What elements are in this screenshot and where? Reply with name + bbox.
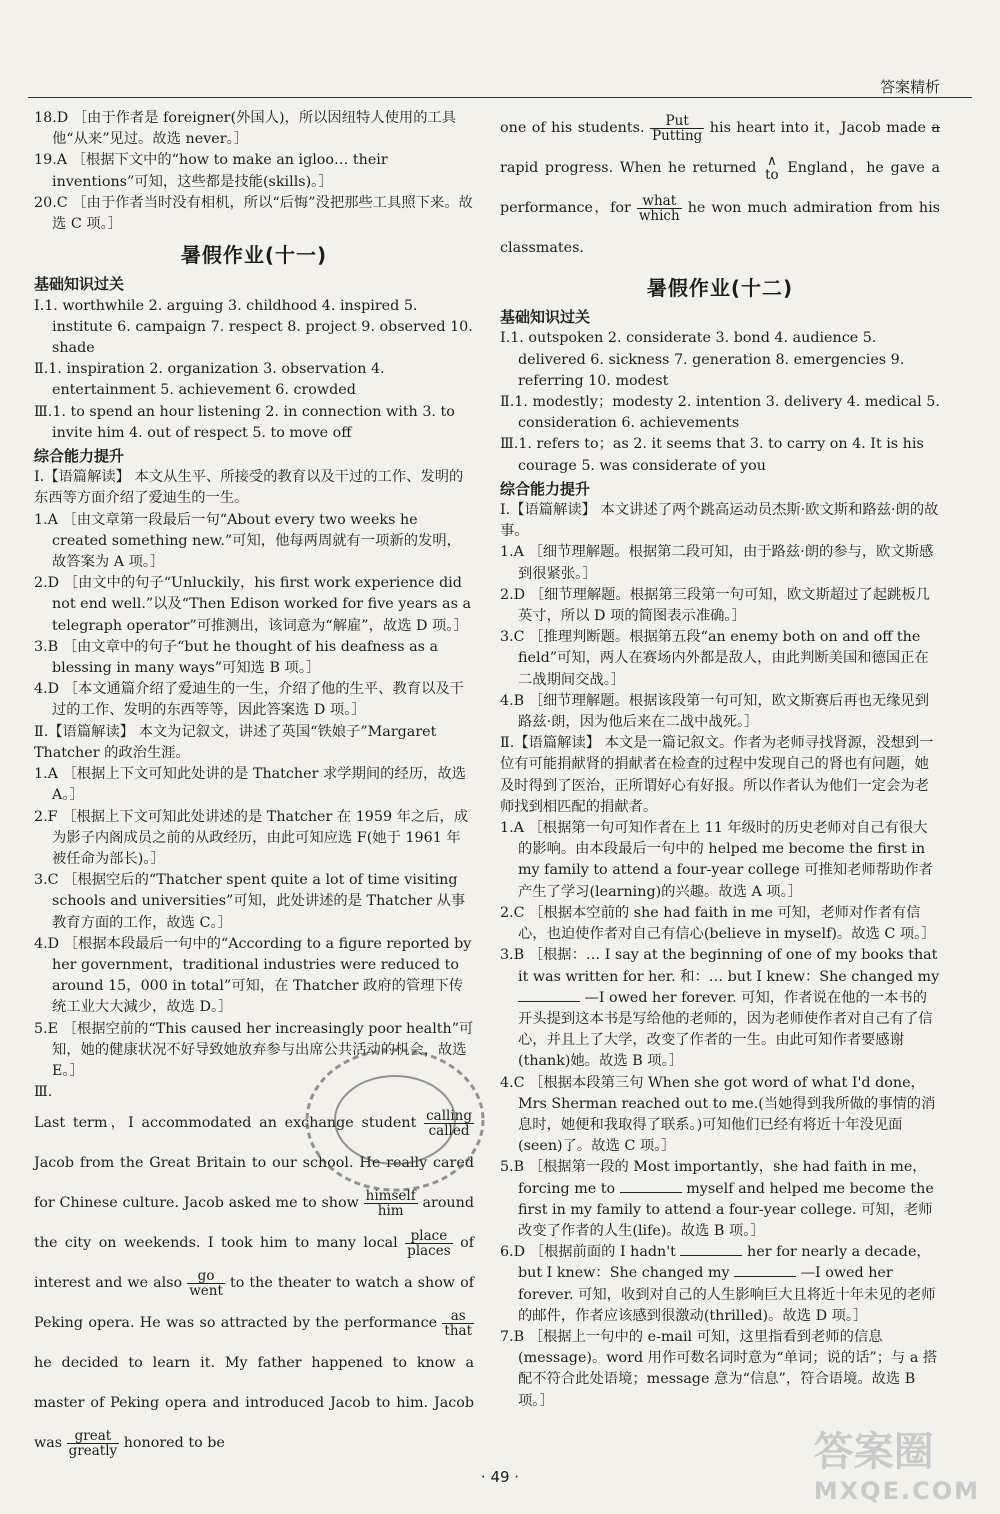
answer-text: 3.B ［根据：… I say at the beginning of one of my books that it was written for her. 和：… but I knew：She changed my: [500, 947, 940, 985]
essay-text: to the theater to watch a show of Peking opera. He was so attracted by the performance: [34, 1275, 475, 1332]
r2-answer-5: [500, 1157, 940, 1242]
essay-text: of interest and we also: [34, 1235, 475, 1292]
basic-1: Ⅰ.1. worthwhile 2. arguing 3. childhood 4. inspired 5. institute 6. campaign 7. respect 8. project 9. observed 10. shade: [34, 297, 473, 357]
correction-wrong: great: [67, 1429, 120, 1444]
essay-text: England，he gave a performance，for: [500, 160, 941, 216]
answer-text: myself and helped me become the first in my family to attend a four-year college. 可知，老师改变了作者的人生(life)。故选 B 项。］: [518, 1180, 934, 1239]
essay-text: he won much admiration from his classmates.: [500, 200, 941, 256]
answer-text: 5.B ［根据第一段的 Most importantly，she had faith in me，forcing me to: [500, 1159, 927, 1197]
reading-1-intro: Ⅰ.【语篇解读】 本文讲述了两个跳高运动员杰斯·欧文斯和路兹·朗的故事。: [500, 502, 939, 540]
insert-caret: ∧: [766, 153, 777, 169]
answer-text: 6.D ［根据前面的 I hadn't: [500, 1244, 676, 1261]
correction-wrong: as: [442, 1309, 474, 1324]
r1-answer-3: 3.B ［由文章中的句子“but he thought of his deafness as a blessing in many ways”可知选 B 项。］: [34, 638, 439, 677]
essay-correction-cont: [500, 108, 940, 268]
r2-answer-3: [500, 945, 940, 1072]
r1-answer-1: 1.A ［由文章第一段最后一句“About every two weeks he created something new.”可知，他每两周就有一项新的发明，故答案为 A 项。］: [34, 511, 461, 571]
r2-answer-4: 4.D ［根据本段最后一句中的“According to a figure reported by her government，traditional industries were reduced to around 15，000 in total”可知，在 Thatcher 政府的管理下传统工业大大減少，故选 D。］: [34, 935, 472, 1016]
correction-right: places: [407, 1242, 451, 1259]
basic-title: 基础知识过关: [500, 308, 591, 327]
answer-text: her for nearly a decade，but I knew：She changed my: [518, 1244, 931, 1282]
basic-3: Ⅲ.1. refers to；as 2. it seems that 3. to carry on 4. It is his courage 5. was considerate of you: [500, 436, 924, 474]
r1-answer-3: 3.C ［推理判断题。根据第五段“an enemy both on and off the field”可知，两人在赛场内外都是敌人，由此判断美国和德国正在二战期间交战。］: [500, 629, 929, 688]
r2-answer-5: 5.E ［根据空前的“This caused her increasingly poor health”可知，她的健康状况不好导致她放弃参与出席公共活动的机会，故选 E。］: [34, 1020, 474, 1079]
correction-mark: [187, 1269, 225, 1298]
correction-wrong: Put: [650, 114, 704, 129]
r1-answer-1: 1.A ［细节理解题。根据第二段可知，由于路兹·朗的参与，欧文斯感到很紧张。］: [500, 544, 934, 582]
correction-mark: [650, 114, 704, 143]
correction-right: greatly: [68, 1442, 118, 1459]
basic-1: Ⅰ.1. outspoken 2. considerate 3. bond 4. audience 5. delivered 6. sickness 7. generation 8. emergencies 9. referring 10. modest: [500, 330, 905, 389]
answer-text: —I owed her forever. 可知，作者说在他的一本书的开头提到这本书是写给他的老师的，因为老师使作者对自己有了信心，并且上了大学，改变了作者的一生。由此可知作者要感谢(thank)她。故选 B 项。］: [518, 989, 933, 1070]
r1-answer-2: 2.D ［细节理解题。根据第三段第一句可知，欧文斯超过了起跳板几英寸，所以 D 项的简图表示准确。］: [500, 586, 930, 625]
watermark-text: 答案圈: [813, 1429, 934, 1475]
correction-right: to: [765, 167, 779, 183]
correction-wrong: what: [637, 194, 682, 209]
blank-line: [518, 1001, 580, 1002]
essay-text: one of his students.: [500, 120, 645, 136]
left-column: [34, 108, 474, 1463]
header-title: 答案精析: [879, 78, 940, 96]
essay-label: Ⅲ.: [34, 1084, 53, 1101]
essay-text: honored to be: [123, 1435, 225, 1452]
answer-20: 20.C ［由于作者当时没有相机，所以“后悔”没把那些工具照下来。故选 C 项。］: [34, 194, 473, 233]
basic-title: 基础知识过关: [34, 275, 125, 294]
essay-text: around the city on weekends. I took him to many local: [34, 1195, 475, 1252]
header-rule: [28, 97, 972, 98]
essay-text: he decided to learn it. My father happened to know a master of Peking opera and introduced Jacob to him. Jacob was: [34, 1355, 474, 1452]
blank-line: [620, 1192, 682, 1193]
correction-wrong: calling: [426, 1107, 472, 1124]
r1-answer-4: 4.B ［细节理解题。根据该段第一句可知，欧文斯赛后再也无缘见到路兹·朗，因为他后来在二战中战死。］: [500, 692, 930, 731]
r2-answer-2: 2.C ［根据本空前的 she had faith in me 可知，老师对作者有信心，也迫使作者对自己有信心(believe in myself)。故选 C 项。］: [500, 904, 936, 943]
r2-answer-2: 2.F ［根据上下文可知此处讲述的是 Thatcher 在 1959 年之后，成为影子内阁成员之前的从政经历，由此可知应选 F(她于 1961 年被任命为部长)。］: [34, 808, 469, 867]
basic-3: Ⅲ.1. to spend an hour listening 2. in connection with 3. to invite him 4. out of respect 5. to move off: [34, 403, 455, 441]
essay-text: his heart into it，Jacob made: [709, 120, 926, 136]
essay-text: Jacob from the Great Britain to our school. He really cared for Chinese culture. Jacob asked me to show: [34, 1155, 474, 1212]
correction-mark: [763, 154, 781, 182]
ability-title: 综合能力提升: [500, 479, 591, 498]
watermark-logo: [814, 1420, 980, 1505]
correction-mark: [67, 1429, 120, 1458]
correction-right: that: [444, 1322, 472, 1339]
essay-text: Last term，I accommodated an exchange student: [34, 1115, 417, 1132]
correction-wrong: himself: [365, 1187, 416, 1204]
r2-answer-4: 4.C ［根据本段第三句 When she got word of what I'd done，Mrs Sherman reached out to me.(当她得到我所做的事情的消息时，她便和我取得了联系。)可知他们已经有将近十年没见面(seen)了。故选 C 项。］: [500, 1074, 936, 1155]
section-title-12: 暑假作业(十二): [646, 276, 794, 300]
answer-19: 19.A ［根据下文中的“how to make an igloo… their inventions”可知，这些都是技能(skills)。］: [34, 152, 388, 190]
correction-mark: [637, 194, 682, 223]
r2-answer-1: 1.A ［根据上下文可知此处讲的是 Thatcher 求学期间的经历，故选 A。］: [34, 766, 466, 804]
ability-title: 综合能力提升: [34, 447, 125, 466]
reading-2-intro: Ⅱ.【语篇解读】 本文是一篇记叙文。作者为老师寻找肾源，没想到一位有可能捐献肾的捐献者在检查的过程中发现自己的肾也有问题，她及时得到了医治，正所谓好心有好报。所以作者认为他们一定会为老师找到相匹配的捐献者。: [500, 735, 934, 815]
correction-right: Putting: [652, 127, 703, 144]
essay-text: rapid progress. When he returned: [500, 160, 757, 176]
r2-answer-6: [500, 1242, 940, 1327]
section-title-11: 暑假作业(十一): [180, 243, 328, 268]
correction-mark: [442, 1309, 474, 1338]
correction-right: him: [377, 1202, 404, 1219]
answer-18: 18.D ［由于作者是 foreigner(外国人)，所以因纽特人使用的工具他“从来”见过。故选 never。］: [34, 110, 457, 148]
answer-text: —I owed her forever. 可知，收到对自己的人生影响巨大且将近十年未见的老师的邮件，作者应该感到很激动(thrilled)。故选 D 项。］: [518, 1265, 936, 1324]
reading-2-intro: Ⅱ.【语篇解读】 本文为记叙文，讲述了英国“铁娘子”Margaret Thatcher 的政治生涯。: [34, 723, 437, 761]
r2-answer-7: 7.B ［根据上一句中的 e-mail 可知，这里指看到老师的信息(message)。word 用作可数名词时意为“单词；说的话”；与 a 搭配不符合此处语境；message 意为“信息”，符合语境。故选 B 项。］: [500, 1328, 938, 1409]
correction-wrong: place: [405, 1229, 453, 1244]
blank-line: [680, 1255, 742, 1256]
correction-right: which: [638, 207, 680, 224]
page-number: · 49 ·: [480, 1468, 520, 1486]
correction-mark: [405, 1229, 453, 1258]
watermark-url: MXQE.COM: [813, 1477, 980, 1505]
right-column: [500, 108, 940, 1412]
basic-2: Ⅱ.1. inspiration 2. organization 3. observation 4. entertainment 5. achievement 6. crowded: [34, 361, 385, 399]
correction-right: called: [428, 1122, 470, 1139]
r1-answer-2: 2.D ［由文中的句子“Unluckily，his first work experience did not end well.”以及“Then Edison worked for five years as a telegraph operator”可推测出，该词意为“解雇”，故选 D 项。］: [34, 575, 471, 634]
deleted-word: a: [931, 120, 941, 136]
blank-line: [734, 1276, 796, 1277]
correction-wrong: go: [187, 1269, 225, 1284]
r2-answer-1: 1.A ［根据第一句可知作者在上 11 年级时的历史老师对自己有很大的影响。由本段最后一句中的 helped me become the first in my family to attend a four-year college 可推知老师帮助作者产生了学习(learning)的兴趣。故选 A 项。］: [500, 820, 933, 900]
reading-1-intro: Ⅰ.【语篇解读】 本文从生平、所接受的教育以及干过的工作、发明的东西等方面介绍了爱迪生的一生。: [34, 469, 464, 507]
stamp-image: [300, 1040, 490, 1200]
basic-2: Ⅱ.1. modestly；modesty 2. intention 3. delivery 4. medical 5. consideration 6. achievements: [500, 394, 940, 432]
correction-right: went: [189, 1282, 223, 1299]
r2-answer-3: 3.C ［根据空后的“Thatcher spent quite a lot of time visiting schools and universities”可知，此处讲述的是 Thatcher 从事教育方面的工作，故选 C。］: [34, 872, 466, 931]
r1-answer-4: 4.D ［本文通篇介绍了爱迪生的一生，介绍了他的生平、教育以及干过的工作、发明的东西等等，因此答案选 D 项。］: [34, 681, 464, 719]
